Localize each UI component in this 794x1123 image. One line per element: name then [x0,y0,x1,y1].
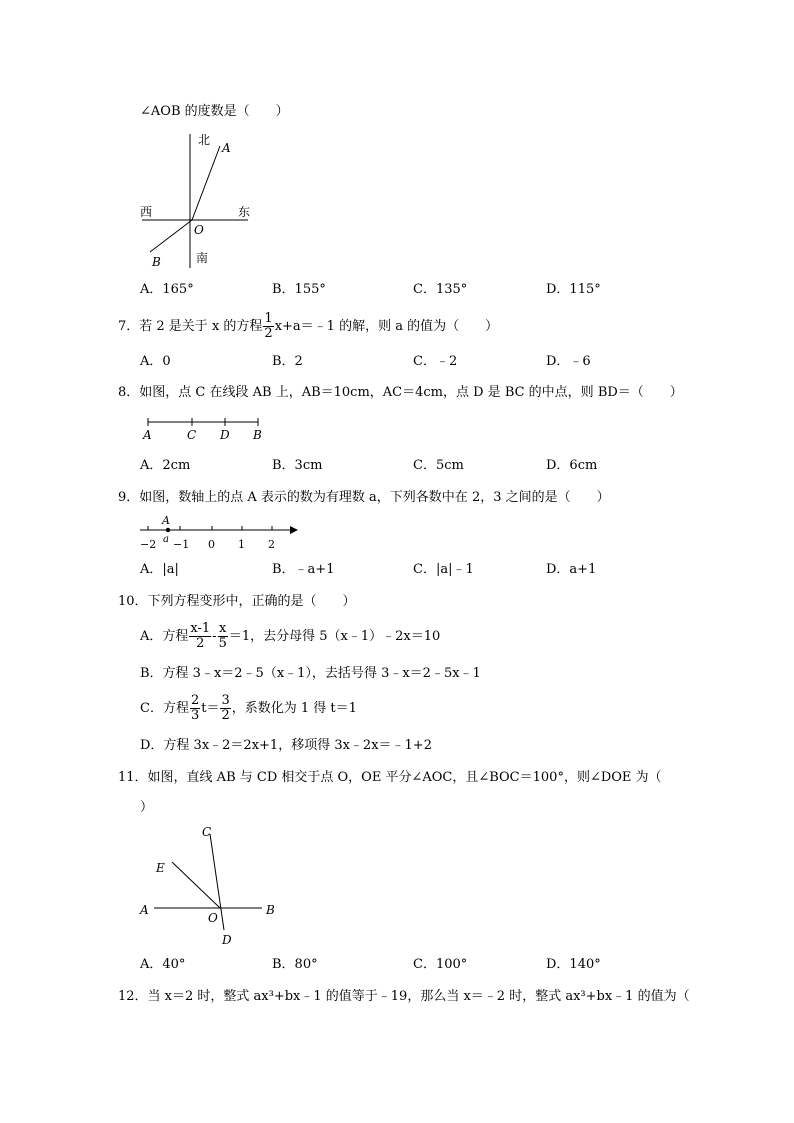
q8-segment-figure [138,412,268,442]
label-o: O [208,911,218,925]
q7-frac-num: 1 [264,311,273,326]
q11-stem-line1: 11．如图，直线 AB 与 CD 相交于点 O，OE 平分∠AOC，且∠BOC＝100°，则∠DOE 为（ [118,770,662,785]
label-b: B [253,428,262,442]
label-b: B [152,255,161,269]
q8-option-c[interactable]: C．5cm [413,458,464,473]
q7-stem [118,312,498,342]
q12-stem: 12．当 x＝2 时，整式 ax³+bx﹣1 的值等于﹣19，那么当 x＝﹣2 时，整式 ax³+bx﹣1 的值为（ [118,989,690,1004]
q10-a-frac2 [218,622,228,651]
q10-a-frac1 [189,622,211,651]
q10-c-frac1-den: 3 [190,708,200,723]
q10-c-pre: C．方程 [140,701,189,716]
label-west: 西 [140,205,153,219]
q10-c-frac1-num: 2 [190,693,200,708]
q10-a-frac1-den: 2 [196,636,205,651]
q7-frac-den: 2 [264,326,273,341]
label-c: C [202,825,212,839]
q10-a-frac2-den: 5 [218,636,227,651]
q8-option-a[interactable]: A．2cm [140,458,191,473]
q10-stem: 10．下列方程变形中，正确的是（ ） [118,594,356,609]
q10-option-d[interactable]: D．方程 3x﹣2＝2x+1，移项得 3x﹣2x＝﹣1+2 [140,738,432,753]
q6-option-c[interactable]: C．135° [413,282,468,297]
tick-label-0: 0 [208,538,215,551]
label-b: B [266,903,275,917]
q10-c-frac1 [190,694,200,723]
ray-oe [172,862,220,908]
q7-stem-pre: 7．若 2 是关于 x 的方程 [118,319,263,334]
q11-option-b[interactable]: B．80° [272,957,318,972]
q10-option-a[interactable] [140,622,440,652]
q7-fraction [263,312,273,341]
q10-option-c[interactable] [140,694,357,724]
ray-oa [192,146,220,220]
q7-option-d[interactable]: D．﹣6 [546,354,591,369]
q10-c-post: ，系数化为 1 得 t＝1 [231,701,357,716]
q7-option-a[interactable]: A．0 [140,354,171,369]
label-d: D [222,933,232,947]
label-a: A [222,141,231,155]
q10-option-b[interactable]: B．方程 3﹣x＝2﹣5（x﹣1），去括号得 3﹣x＝2﹣5x﹣1 [140,666,481,681]
label-south: 南 [196,251,209,265]
q6-option-a[interactable]: A．165° [140,282,194,297]
q9-number-line [136,512,300,552]
label-e: E [156,861,165,875]
q7-option-b[interactable]: B．2 [272,354,303,369]
axis-arrow-icon [290,526,298,534]
label-d: D [220,428,230,442]
q10-a-post: ＝1，去分母得 5（x﹣1）﹣2x＝10 [228,629,441,644]
label-point-value: a [163,534,169,545]
q9-option-d[interactable]: D．a+1 [546,562,597,577]
q7-option-c[interactable]: C．﹣2 [413,354,458,369]
q8-stem: 8．如图，点 C 在线段 AB 上，AB＝10cm，AC＝4cm，点 D 是 BC 的中点，则 BD＝（ ） [118,385,683,400]
q9-stem: 9．如图，数轴上的点 A 表示的数为有理数 a，下列各数中在 2，3 之间的是（ ） [118,490,610,505]
label-point-a: A [162,514,170,527]
q6-stem-tail: ∠AOB 的度数是（ ） [140,104,289,119]
q8-option-d[interactable]: D．6cm [546,458,598,473]
q11-option-a[interactable]: A．40° [140,957,186,972]
q8-option-b[interactable]: B．3cm [272,458,323,473]
q6-compass-figure [136,128,266,270]
q10-c-frac2 [220,694,230,723]
q10-a-frac1-num: x-1 [190,621,211,636]
q6-option-b[interactable]: B．155° [272,282,326,297]
q9-option-a[interactable]: A．|a| [140,562,179,577]
q10-a-frac2-num: x [219,621,227,636]
point-a [166,528,170,532]
label-c: C [187,428,197,442]
q9-option-b[interactable]: B．﹣a+1 [272,562,335,577]
label-east: 东 [238,205,251,219]
q10-a-minus: - [212,629,217,644]
q11-stem-line2: ） [140,800,154,815]
q7-stem-post: x+a＝﹣1 的解，则 a 的值为（ ） [274,319,499,334]
tick-label-neg2: −2 [140,538,157,551]
q11-option-c[interactable]: C．100° [413,957,468,972]
label-o: O [194,223,204,237]
tick-label-1: 1 [238,538,245,551]
tick-label-2: 2 [268,538,275,551]
q6-option-d[interactable]: D．115° [546,282,601,297]
q10-a-pre: A．方程 [140,629,189,644]
label-north: 北 [198,133,211,147]
q10-c-frac2-num: 3 [221,693,230,708]
label-a: A [143,428,152,442]
q10-c-frac2-den: 2 [221,708,230,723]
ray-ob [150,220,192,252]
tick-label-neg1: −1 [173,538,190,551]
q11-option-d[interactable]: D．140° [546,957,601,972]
q9-option-c[interactable]: C．|a|﹣1 [413,562,474,577]
q11-intersecting-lines-figure [136,822,286,950]
label-a: A [140,903,149,917]
q10-c-mid: t＝ [201,701,220,716]
